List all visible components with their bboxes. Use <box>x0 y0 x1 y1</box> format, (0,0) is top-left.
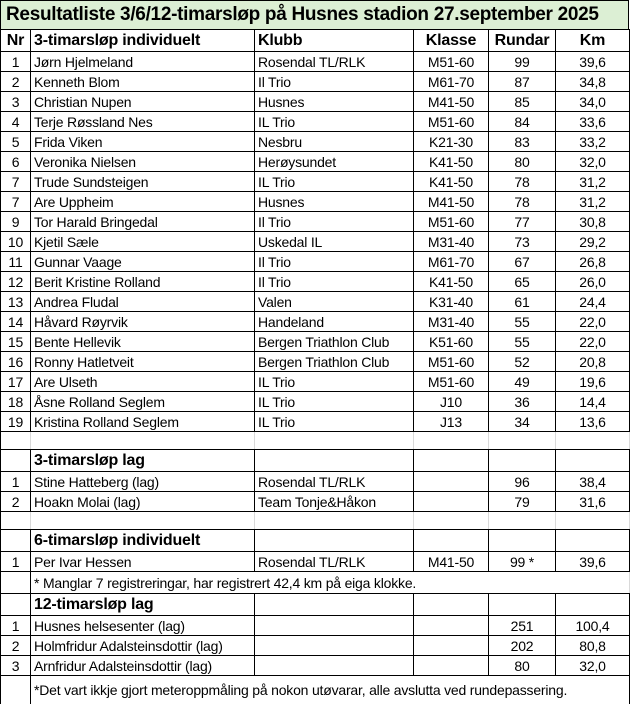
table-row <box>1 212 630 232</box>
section-3h-team <box>1 450 630 472</box>
club-cell[interactable]: Bergen Triathlon Club <box>255 332 414 352</box>
name-cell[interactable]: Kenneth Blom <box>31 72 255 92</box>
table-row <box>1 412 630 432</box>
table-row <box>1 392 630 412</box>
class-cell[interactable] <box>414 472 489 492</box>
club-cell[interactable]: IL Trio <box>255 372 414 392</box>
empty-cell[interactable] <box>489 512 556 530</box>
club-cell[interactable]: IL Trio <box>255 112 414 132</box>
laps-cell[interactable]: 61 <box>489 292 556 312</box>
nr-cell[interactable]: 7 <box>1 172 31 192</box>
class-cell[interactable] <box>414 492 489 512</box>
name-cell[interactable]: Holmfridur Adalsteinsdottir (lag) <box>31 636 255 656</box>
laps-cell[interactable]: 251 <box>489 616 556 636</box>
note-row-text[interactable]: * Manglar 7 registreringar, har registrert 42,4 km på eiga klokke. <box>31 572 630 594</box>
table-row <box>1 472 630 492</box>
nr-cell[interactable]: 2 <box>1 492 31 512</box>
empty-cell[interactable] <box>414 450 489 472</box>
laps-cell[interactable]: 34 <box>489 412 556 432</box>
empty-cell[interactable] <box>255 530 414 552</box>
class-cell[interactable]: K21-30 <box>414 132 489 152</box>
empty-cell[interactable] <box>1 594 31 616</box>
club-cell[interactable]: Bergen Triathlon Club <box>255 352 414 372</box>
club-cell[interactable]: IL Trio <box>255 412 414 432</box>
laps-cell[interactable]: 52 <box>489 352 556 372</box>
nr-cell[interactable]: 1 <box>1 472 31 492</box>
club-cell[interactable]: Uskedal IL <box>255 232 414 252</box>
class-cell[interactable]: M31-40 <box>414 232 489 252</box>
col-header-name[interactable]: 3-timarsløp individuelt <box>31 30 255 52</box>
club-cell[interactable]: Husnes <box>255 192 414 212</box>
empty-cell[interactable] <box>556 594 630 616</box>
nr-cell[interactable]: 11 <box>1 252 31 272</box>
nr-cell[interactable]: 1 <box>1 552 31 572</box>
table-row <box>1 332 630 352</box>
laps-cell[interactable]: 36 <box>489 392 556 412</box>
name-cell[interactable]: Kjetil Sæle <box>31 232 255 252</box>
club-cell[interactable]: IL Trio <box>255 392 414 412</box>
km-cell[interactable]: 31,2 <box>556 172 630 192</box>
section-12h-team <box>1 594 630 616</box>
empty-cell[interactable] <box>489 594 556 616</box>
class-cell[interactable]: M61-70 <box>414 252 489 272</box>
class-cell[interactable]: M51-60 <box>414 52 489 72</box>
class-cell[interactable]: M41-50 <box>414 192 489 212</box>
table-row <box>1 152 630 172</box>
club-cell[interactable]: IL Trio <box>255 172 414 192</box>
table-row <box>1 492 630 512</box>
name-cell[interactable]: Terje Røssland Nes <box>31 112 255 132</box>
col-header-laps[interactable]: Rundar <box>489 30 556 52</box>
km-cell[interactable]: 24,4 <box>556 292 630 312</box>
nr-cell[interactable]: 14 <box>1 312 31 332</box>
table-row <box>1 372 630 392</box>
laps-cell[interactable]: 96 <box>489 472 556 492</box>
km-cell[interactable]: 14,4 <box>556 392 630 412</box>
empty-cell[interactable] <box>31 512 255 530</box>
col-header-club[interactable]: Klubb <box>255 30 414 52</box>
nr-cell[interactable]: 18 <box>1 392 31 412</box>
nr-cell[interactable]: 13 <box>1 292 31 312</box>
class-cell[interactable]: M51-60 <box>414 212 489 232</box>
laps-cell[interactable]: 84 <box>489 112 556 132</box>
name-cell[interactable]: Berit Kristine Rolland <box>31 272 255 292</box>
nr-cell[interactable]: 2 <box>1 72 31 92</box>
table-row <box>1 132 630 152</box>
empty-row <box>1 432 630 450</box>
empty-cell[interactable] <box>255 432 414 450</box>
name-cell[interactable]: Frida Viken <box>31 132 255 152</box>
laps-cell[interactable]: 99 * <box>489 552 556 572</box>
nr-cell[interactable]: 9 <box>1 212 31 232</box>
name-cell[interactable]: Gunnar Vaage <box>31 252 255 272</box>
club-cell[interactable]: Il Trio <box>255 72 414 92</box>
class-cell[interactable] <box>414 636 489 656</box>
laps-cell[interactable]: 55 <box>489 312 556 332</box>
empty-cell[interactable] <box>1 530 31 552</box>
laps-cell[interactable]: 78 <box>489 192 556 212</box>
km-cell[interactable]: 32,0 <box>556 152 630 172</box>
table-row <box>1 112 630 132</box>
km-cell[interactable]: 13,6 <box>556 412 630 432</box>
name-cell[interactable]: Stine Hatteberg (lag) <box>31 472 255 492</box>
table-row <box>1 172 630 192</box>
table-row <box>1 552 630 572</box>
empty-cell[interactable] <box>414 512 489 530</box>
nr-cell[interactable]: 10 <box>1 232 31 252</box>
table-row <box>1 656 630 676</box>
class-cell[interactable]: M41-50 <box>414 552 489 572</box>
nr-cell[interactable]: 6 <box>1 152 31 172</box>
laps-cell[interactable]: 202 <box>489 636 556 656</box>
class-cell[interactable]: M31-40 <box>414 312 489 332</box>
class-cell[interactable]: K41-50 <box>414 152 489 172</box>
name-cell[interactable]: Per Ivar Hessen <box>31 552 255 572</box>
name-cell[interactable]: Ronny Hatletveit <box>31 352 255 372</box>
laps-cell[interactable]: 80 <box>489 152 556 172</box>
section-6h-individual <box>1 530 630 552</box>
nr-cell[interactable]: 3 <box>1 92 31 112</box>
empty-cell[interactable] <box>489 530 556 552</box>
results-table <box>0 29 630 704</box>
km-cell[interactable]: 26,8 <box>556 252 630 272</box>
name-cell[interactable]: Are Ulseth <box>31 372 255 392</box>
name-cell[interactable]: Arnfridur Adalsteinsdottir (lag) <box>31 656 255 676</box>
name-cell[interactable]: Hoakn Molai (lag) <box>31 492 255 512</box>
col-header-nr[interactable]: Nr <box>1 30 31 52</box>
table-row <box>1 232 630 252</box>
nr-cell[interactable]: 15 <box>1 332 31 352</box>
header-row <box>1 30 630 52</box>
empty-cell[interactable] <box>489 450 556 472</box>
class-cell[interactable] <box>414 656 489 676</box>
name-cell[interactable]: Håvard Røyrvik <box>31 312 255 332</box>
name-cell[interactable]: Tor Harald Bringedal <box>31 212 255 232</box>
class-cell[interactable]: M61-70 <box>414 72 489 92</box>
club-cell[interactable]: Rosendal TL/RLK <box>255 472 414 492</box>
nr-cell[interactable]: 17 <box>1 372 31 392</box>
club-cell[interactable]: Il Trio <box>255 272 414 292</box>
name-cell[interactable]: Kristina Rolland Seglem <box>31 412 255 432</box>
laps-cell[interactable]: 55 <box>489 332 556 352</box>
club-cell[interactable] <box>255 656 414 676</box>
class-cell[interactable]: M51-60 <box>414 112 489 132</box>
empty-cell[interactable] <box>31 432 255 450</box>
club-cell[interactable]: Nesbru <box>255 132 414 152</box>
km-cell[interactable]: 19,6 <box>556 372 630 392</box>
class-cell[interactable]: M41-50 <box>414 92 489 112</box>
class-cell[interactable]: J10 <box>414 392 489 412</box>
km-cell[interactable]: 31,6 <box>556 492 630 512</box>
km-cell[interactable]: 26,0 <box>556 272 630 292</box>
name-cell[interactable]: Christian Nupen <box>31 92 255 112</box>
table-row <box>1 312 630 332</box>
club-cell[interactable] <box>255 616 414 636</box>
table-row <box>1 636 630 656</box>
table-row <box>1 72 630 92</box>
km-cell[interactable]: 20,8 <box>556 352 630 372</box>
note-row <box>1 572 630 594</box>
laps-cell[interactable]: 87 <box>489 72 556 92</box>
class-cell[interactable]: M51-60 <box>414 352 489 372</box>
nr-cell[interactable]: 1 <box>1 616 31 636</box>
club-cell[interactable]: Il Trio <box>255 252 414 272</box>
empty-cell[interactable] <box>556 512 630 530</box>
table-row <box>1 352 630 372</box>
name-cell[interactable]: Husnes helsesenter (lag) <box>31 616 255 636</box>
class-cell[interactable]: K41-50 <box>414 172 489 192</box>
section-heading[interactable]: 3-timarsløp lag <box>31 450 255 472</box>
km-cell[interactable]: 39,6 <box>556 52 630 72</box>
laps-cell[interactable]: 73 <box>489 232 556 252</box>
name-cell[interactable]: Trude Sundsteigen <box>31 172 255 192</box>
laps-cell[interactable]: 78 <box>489 172 556 192</box>
class-cell[interactable]: K51-60 <box>414 332 489 352</box>
laps-cell[interactable]: 79 <box>489 492 556 512</box>
nr-cell[interactable]: 19 <box>1 412 31 432</box>
col-header-class[interactable]: Klasse <box>414 30 489 52</box>
col-header-km[interactable]: Km <box>556 30 630 52</box>
empty-cell[interactable] <box>255 512 414 530</box>
nr-cell[interactable]: 7 <box>1 192 31 212</box>
club-cell[interactable]: Il Trio <box>255 212 414 232</box>
km-cell[interactable]: 38,4 <box>556 472 630 492</box>
km-cell[interactable]: 34,0 <box>556 92 630 112</box>
section-heading[interactable]: 12-timarsløp lag <box>31 594 255 616</box>
name-cell[interactable]: Åsne Rolland Seglem <box>31 392 255 412</box>
laps-cell[interactable]: 49 <box>489 372 556 392</box>
club-cell[interactable]: Herøysundet <box>255 152 414 172</box>
name-cell[interactable]: Bente Hellevik <box>31 332 255 352</box>
empty-cell[interactable] <box>255 450 414 472</box>
km-cell[interactable]: 22,0 <box>556 312 630 332</box>
empty-cell[interactable] <box>1 676 31 704</box>
laps-cell[interactable]: 67 <box>489 252 556 272</box>
empty-cell[interactable] <box>414 432 489 450</box>
empty-cell[interactable] <box>1 450 31 472</box>
section-heading[interactable]: 6-timarsløp individuelt <box>31 530 255 552</box>
nr-cell[interactable]: 12 <box>1 272 31 292</box>
km-cell[interactable]: 30,8 <box>556 212 630 232</box>
empty-cell[interactable] <box>556 432 630 450</box>
laps-cell[interactable]: 77 <box>489 212 556 232</box>
km-cell[interactable]: 33,2 <box>556 132 630 152</box>
nr-cell[interactable]: 1 <box>1 52 31 72</box>
name-cell[interactable]: Are Uppheim <box>31 192 255 212</box>
club-cell[interactable]: Rosendal TL/RLK <box>255 52 414 72</box>
table-row <box>1 192 630 212</box>
footnote-row <box>1 676 630 704</box>
km-cell[interactable]: 39,6 <box>556 552 630 572</box>
table-row <box>1 616 630 636</box>
club-cell[interactable] <box>255 636 414 656</box>
class-cell[interactable] <box>414 616 489 636</box>
class-cell[interactable]: K41-50 <box>414 272 489 292</box>
laps-cell[interactable]: 65 <box>489 272 556 292</box>
km-cell[interactable]: 29,2 <box>556 232 630 252</box>
club-cell[interactable]: Husnes <box>255 92 414 112</box>
nr-cell[interactable]: 4 <box>1 112 31 132</box>
km-cell[interactable]: 100,4 <box>556 616 630 636</box>
class-cell[interactable]: K31-40 <box>414 292 489 312</box>
table-row <box>1 52 630 72</box>
name-cell[interactable]: Jørn Hjelmeland <box>31 52 255 72</box>
laps-cell[interactable]: 99 <box>489 52 556 72</box>
club-cell[interactable]: Rosendal TL/RLK <box>255 552 414 572</box>
name-cell[interactable]: Veronika Nielsen <box>31 152 255 172</box>
empty-cell[interactable] <box>556 450 630 472</box>
table-row <box>1 272 630 292</box>
laps-cell[interactable]: 83 <box>489 132 556 152</box>
empty-cell[interactable] <box>1 572 31 594</box>
club-cell[interactable]: Handeland <box>255 312 414 332</box>
km-cell[interactable]: 32,0 <box>556 656 630 676</box>
table-row <box>1 92 630 112</box>
empty-row <box>1 512 630 530</box>
nr-cell[interactable]: 3 <box>1 656 31 676</box>
sheet-title: Resultatliste 3/6/12-timarsløp på Husnes stadion 27.september 2025 <box>0 0 629 29</box>
class-cell[interactable]: M51-60 <box>414 372 489 392</box>
km-cell[interactable]: 34,8 <box>556 72 630 92</box>
empty-cell[interactable] <box>489 432 556 450</box>
empty-cell[interactable] <box>556 530 630 552</box>
empty-cell[interactable] <box>1 432 31 450</box>
km-cell[interactable]: 80,8 <box>556 636 630 656</box>
class-cell[interactable]: J13 <box>414 412 489 432</box>
nr-cell[interactable]: 5 <box>1 132 31 152</box>
empty-cell[interactable] <box>414 530 489 552</box>
empty-cell[interactable] <box>1 512 31 530</box>
laps-cell[interactable]: 80 <box>489 656 556 676</box>
km-cell[interactable]: 22,0 <box>556 332 630 352</box>
nr-cell[interactable]: 16 <box>1 352 31 372</box>
club-cell[interactable]: Team Tonje&Håkon <box>255 492 414 512</box>
laps-cell[interactable]: 85 <box>489 92 556 112</box>
empty-cell[interactable] <box>255 594 414 616</box>
km-cell[interactable]: 33,6 <box>556 112 630 132</box>
footnote-row-text[interactable]: *Det vart ikkje gjort meteroppmåling på nokon utøvarar, alle avslutta ved rundepassering. <box>31 676 630 704</box>
club-cell[interactable]: Valen <box>255 292 414 312</box>
table-row <box>1 292 630 312</box>
km-cell[interactable]: 31,2 <box>556 192 630 212</box>
table-row <box>1 252 630 272</box>
nr-cell[interactable]: 2 <box>1 636 31 656</box>
name-cell[interactable]: Andrea Fludal <box>31 292 255 312</box>
empty-cell[interactable] <box>414 594 489 616</box>
